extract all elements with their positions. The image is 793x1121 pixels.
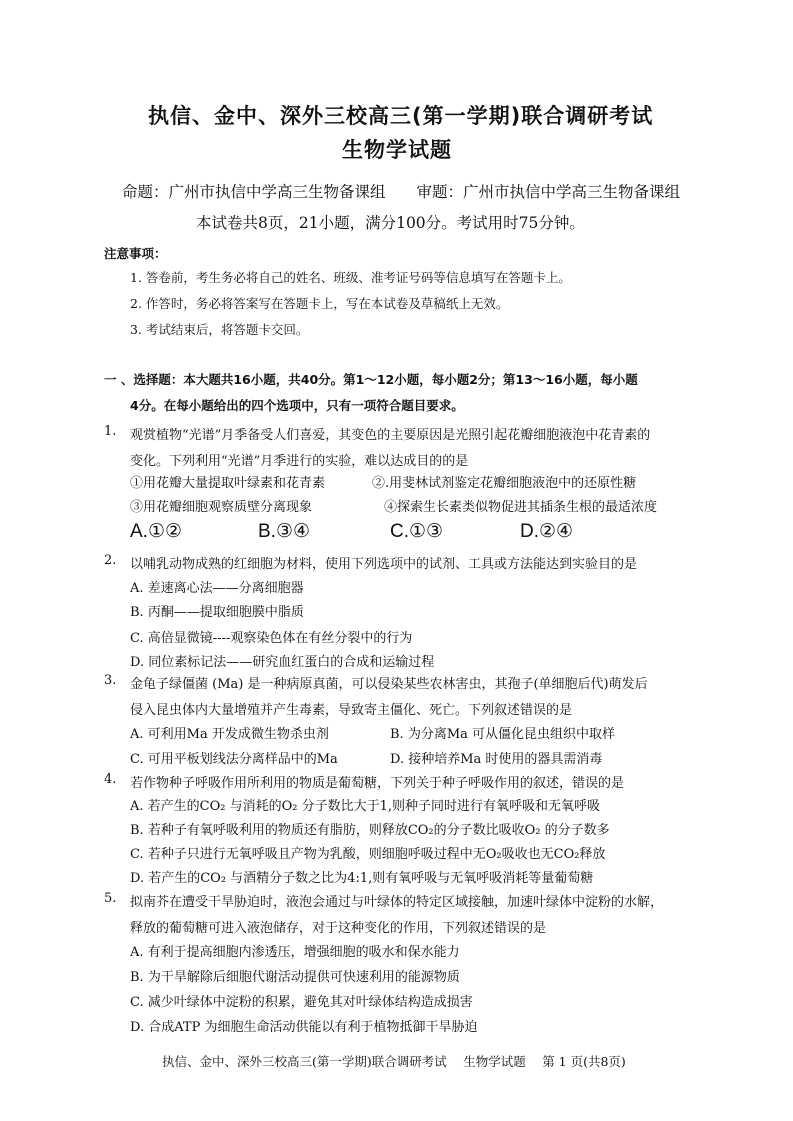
option-d: D. 同位素标记法——研究血红蛋白的合成和运输过程 bbox=[130, 655, 435, 670]
notice-item: 2. 作答时，务必将答案写在答题卡上，写在本试卷及草稿纸上无效。 bbox=[130, 296, 509, 311]
option-a: A. 差速离心法——分离细胞器 bbox=[130, 581, 304, 596]
question-stem: 若作物种子呼吸作用所利用的物质是葡萄糖，下列关于种子呼吸作用的叙述，错误的是 bbox=[130, 776, 625, 791]
page-footer: 执信、金中、深外三校高三(第一学期)联合调研考试 生物学试题 第 1 页(共8页) bbox=[162, 1054, 626, 1069]
question-number: 5. bbox=[104, 891, 117, 906]
option-d: D. 若产生的CO₂ 与酒精分子数之比为4:1,则有氧呼吸与无氧呼吸消耗等量葡萄糖 bbox=[130, 871, 594, 886]
notice-item: 3. 考试结束后，将答题卡交回。 bbox=[130, 322, 309, 337]
option-a: A. 若产生的CO₂ 与消耗的O₂ 分子数比大于1,则种子同时进行有氧呼吸和无氧呼吸 bbox=[130, 799, 601, 814]
option-d: D. 接种培养Ma 时使用的器具需消毒 bbox=[390, 752, 603, 767]
question-number: 4. bbox=[104, 772, 117, 787]
option-a: A. 有利于提高细胞内渗透压，增强细胞的吸水和保水能力 bbox=[130, 945, 460, 960]
statement-4: ④探索生长素类似物促进其插条生根的最适浓度 bbox=[384, 500, 658, 515]
option-c: C. 若种子只进行无氧呼吸且产物为乳酸，则细胞呼吸过程中无O₂吸收也无CO₂释放 bbox=[130, 847, 606, 862]
question-stem: 金龟子绿僵菌 (Ma) 是一种病原真菌，可以侵染某些农林害虫，其孢子(单细胞后代)萌发后 bbox=[130, 677, 648, 692]
question-number: 2. bbox=[104, 553, 117, 568]
choice-c: C.①③ bbox=[390, 521, 444, 542]
question-stem-cont: 释放的葡萄糖可进入液泡储存，对于这种变化的作用，下列叙述错误的是 bbox=[130, 921, 547, 936]
question-number: 3. bbox=[104, 673, 117, 688]
statement-1: ①用花瓣大量提取叶绿素和花青素 bbox=[130, 476, 326, 491]
question-stem-cont: 侵入昆虫体内大量增殖并产生毒素，导致寄主僵化、死亡。下列叙述错误的是 bbox=[130, 703, 573, 718]
statement-2: ②.用斐林试剂鉴定花瓣细胞液泡中的还原性糖 bbox=[372, 476, 637, 491]
option-b: B. 丙酮——提取细胞膜中脂质 bbox=[130, 605, 304, 620]
question-stem-cont: 变化。下列利用“光谱”月季进行的实验，难以达成目的的是 bbox=[130, 454, 469, 469]
option-c: C. 高倍显微镜----观察染色体在有丝分裂中的行为 bbox=[130, 631, 413, 646]
option-c: C. 可用平板划线法分离样品中的Ma bbox=[130, 752, 338, 767]
subject-title: 生物学试题 bbox=[342, 138, 452, 162]
section-heading-cont: 4分。在每小题给出的四个选项中，只有一项符合题目要求。 bbox=[130, 398, 464, 413]
statement-3: ③用花瓣细胞观察质壁分离现象 bbox=[130, 500, 313, 515]
option-b: B. 为分离Ma 可从僵化昆虫组织中取样 bbox=[390, 727, 616, 742]
choice-d: D.②④ bbox=[520, 521, 574, 542]
question-stem: 拟南芥在遭受干旱胁迫时，液泡会通过与叶绿体的特定区域接触，加速叶绿体中淀粉的水解， bbox=[130, 895, 664, 910]
exam-info: 本试卷共8页，21小题，满分100分。考试用时75分钟。 bbox=[196, 214, 585, 232]
option-c: C. 减少叶绿体中淀粉的积累，避免其对叶绿体结构造成损害 bbox=[130, 995, 473, 1010]
question-stem: 以哺乳动物成熟的红细胞为材料，使用下列选项中的试剂、工具或方法能达到实验目的是 bbox=[130, 557, 638, 572]
notice-heading: 注意事项： bbox=[104, 246, 167, 261]
option-b: B. 若种子有氧呼吸利用的物质还有脂肪，则释放CO₂的分子数比吸收O₂ 的分子数多 bbox=[130, 823, 610, 838]
exam-title: 执信、金中、深外三校高三(第一学期)联合调研考试 bbox=[148, 104, 654, 128]
choice-b: B.③④ bbox=[258, 521, 311, 542]
option-d: D. 合成ATP 为细胞生命活动供能以有利于植物抵御干旱胁迫 bbox=[130, 1020, 478, 1035]
choice-a: A.①② bbox=[130, 521, 183, 542]
notice-item: 1. 答卷前，考生务必将自己的姓名、班级、准考证号码等信息填写在答题卡上。 bbox=[130, 270, 571, 285]
section-heading: 一 、选择题：本大题共16小题，共40分。第1～12小题，每小题2分；第13～16小题，每小题 bbox=[104, 372, 638, 387]
question-number: 1. bbox=[104, 424, 117, 439]
option-b: B. 为干旱解除后细胞代谢活动提供可快速利用的能源物质 bbox=[130, 970, 460, 985]
author-line: 命题：广州市执信中学高三生物备课组 审题：广州市执信中学高三生物备课组 bbox=[122, 183, 681, 201]
option-a: A. 可利用Ma 开发成微生物杀虫剂 bbox=[130, 727, 329, 742]
question-stem: 观赏植物“光谱”月季备受人们喜爱，其变色的主要原因是光照引起花瓣细胞液泡中花青素的 bbox=[130, 428, 651, 443]
